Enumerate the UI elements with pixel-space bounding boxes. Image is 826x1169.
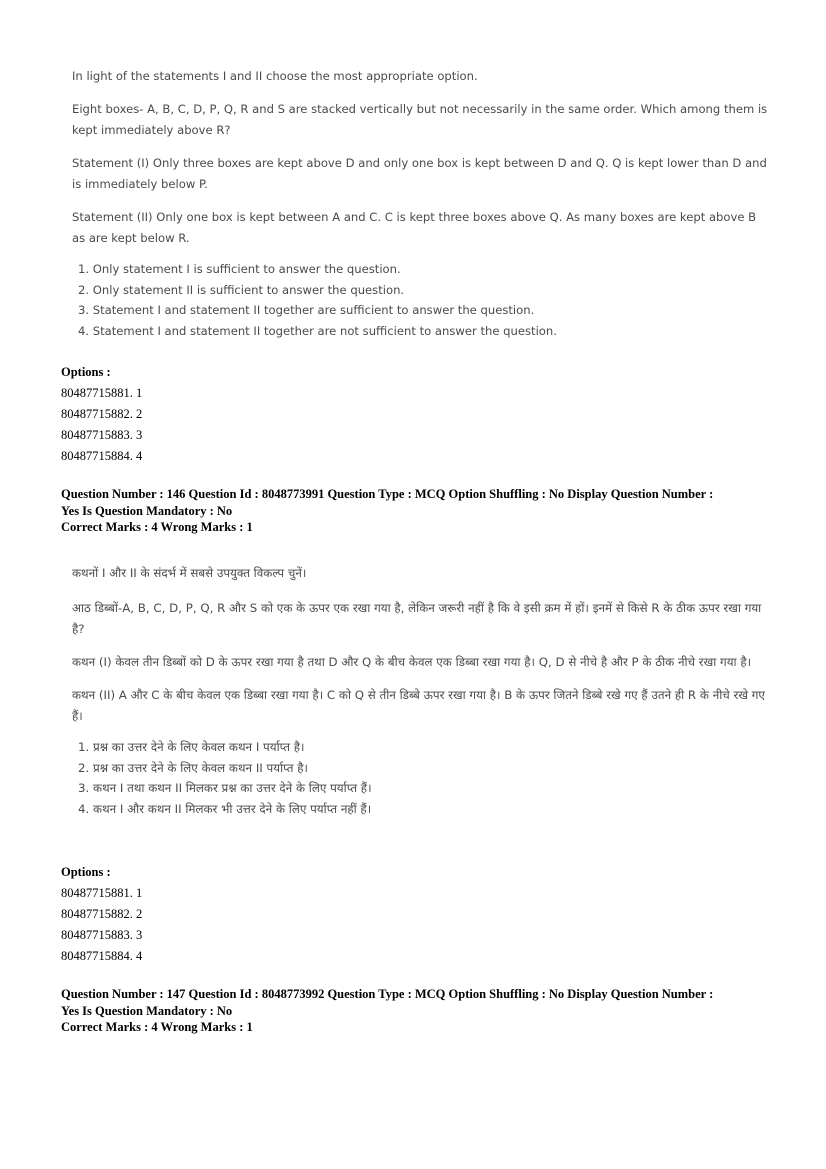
option-item: 80487715882. 2: [61, 407, 143, 421]
meta-line: Yes Is Question Mandatory : No: [61, 503, 233, 518]
statement-1: कथन (I) केवल तीन डिब्बों को D के ऊपर रखा गया है तथा D और Q के बीच केवल एक डिब्बा रखा गया है। Q, D से नीचे है और P के ठीक नीचे रखा गया है।: [72, 655, 752, 669]
answer-choice: 2. प्रश्न का उत्तर देने के लिए केवल कथन II पर्याप्त है।: [78, 760, 308, 775]
option-item: 80487715881. 1: [61, 386, 143, 400]
option-item: 80487715882. 2: [61, 907, 143, 921]
option-item: 80487715884. 4: [61, 949, 143, 963]
statement-1: Statement (I) Only three boxes are kept above D and only one box is kept between D and Q. Q is kept lower than D and is immediately below P.: [72, 156, 767, 191]
options-label: Options :: [61, 865, 111, 879]
option-item: 80487715883. 3: [61, 428, 143, 442]
meta-line: Question Number : 147 Question Id : 8048773992 Question Type : MCQ Option Shuffling : No Display Question Number :: [61, 987, 714, 1001]
question-text: Eight boxes- A, B, C, D, P, Q, R and S are stacked vertically but not necessarily in the same order. Which among them is kept immediately above R?: [72, 102, 768, 137]
question-intro: कथनों I और II के संदर्भ में सबसे उपयुक्त विकल्प चुनें।: [72, 566, 307, 580]
question-147-meta: [61, 986, 771, 1036]
question-intro: In light of the statements I and II choose the most appropriate option.: [72, 69, 478, 83]
option-item: 80487715881. 1: [61, 886, 143, 900]
question-text: आठ डिब्बों-A, B, C, D, P, Q, R और S को एक के ऊपर एक रखा गया है, लेकिन जरूरी नहीं है कि वे इसी क्रम में हों। इनमें से किसे R के ठीक ऊपर रखा गया है?: [72, 601, 762, 636]
options-label: Options :: [61, 365, 111, 379]
statement-2: Statement (II) Only one box is kept between A and C. C is kept three boxes above Q. As many boxes are kept above B as are kept below R.: [72, 210, 757, 245]
meta-line: Correct Marks : 4 Wrong Marks : 1: [61, 520, 253, 534]
answer-choice: 1. Only statement I is sufficient to answer the question.: [78, 262, 401, 276]
question-146-meta: [61, 486, 771, 536]
answer-choice: 3. Statement I and statement II together are sufficient to answer the question.: [78, 303, 535, 317]
answer-choice: 1. प्रश्न का उत्तर देने के लिए केवल कथन I पर्याप्त है।: [78, 740, 305, 754]
options-list: [61, 362, 142, 467]
statement-2: कथन (II) A और C के बीच केवल एक डिब्बा रखा गया है। C को Q से तीन डिब्बे ऊपर रखा गया है। B के ऊपर जितने डिब्बे रखे गए हैं उतने ही R के नीचे रखे गए हैं।: [72, 688, 765, 723]
meta-line: Yes Is Question Mandatory : No: [61, 1003, 233, 1018]
option-item: 80487715883. 3: [61, 928, 143, 942]
answer-choice: 4. कथन I और कथन II मिलकर भी उत्तर देने के लिए पर्याप्त नहीं हैं।: [78, 801, 372, 816]
question-146-body: [72, 563, 772, 819]
options-list: [61, 862, 142, 967]
meta-line: Question Number : 146 Question Id : 8048773991 Question Type : MCQ Option Shuffling : No Display Question Number :: [61, 487, 714, 501]
answer-choice: 3. कथन I तथा कथन II मिलकर प्रश्न का उत्तर देने के लिए पर्याप्त हैं।: [78, 781, 372, 795]
answer-choices: [72, 259, 772, 341]
answer-choice: 4. Statement I and statement II together are not sufficient to answer the question.: [78, 323, 557, 338]
answer-choices: [72, 737, 772, 819]
question-145-body: [72, 66, 772, 341]
option-item: 80487715884. 4: [61, 449, 143, 463]
meta-line: Correct Marks : 4 Wrong Marks : 1: [61, 1020, 253, 1034]
answer-choice: 2. Only statement II is sufficient to answer the question.: [78, 282, 405, 297]
